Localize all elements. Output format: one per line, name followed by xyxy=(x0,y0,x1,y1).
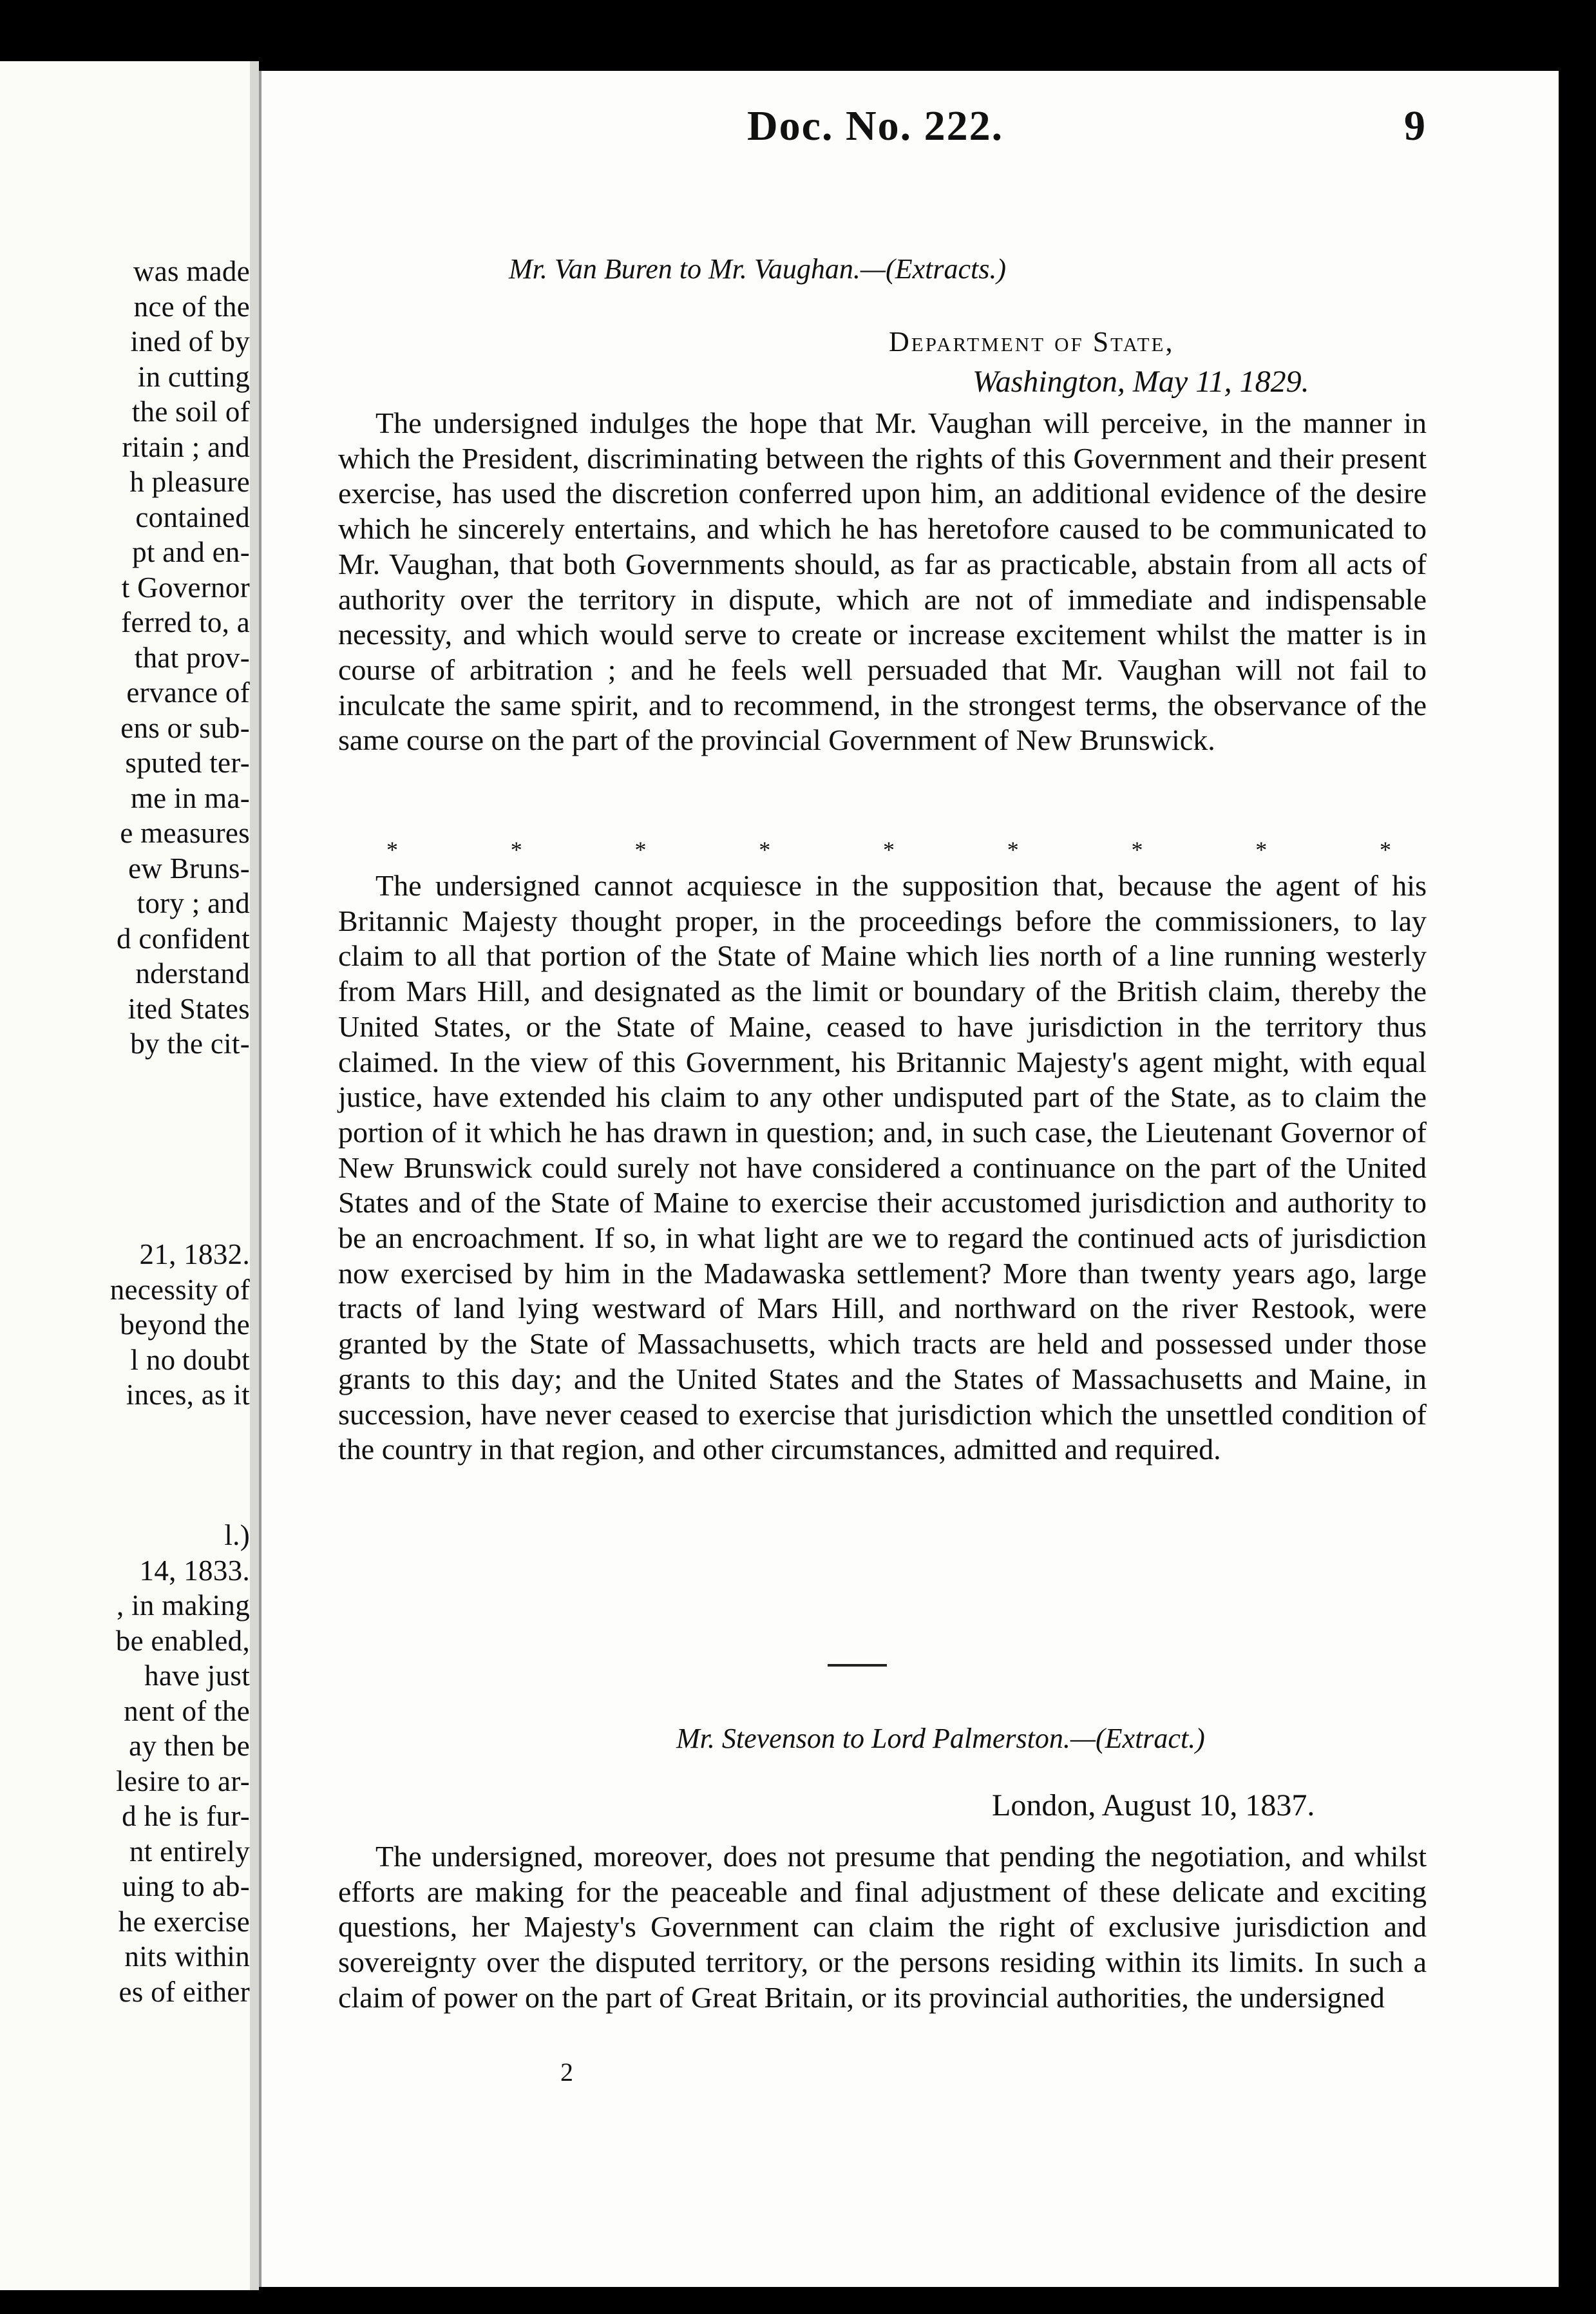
facing-page-line: in cutting xyxy=(137,360,250,393)
facing-page-line: 21, 1832. xyxy=(139,1238,250,1270)
facing-page-line: h pleasure xyxy=(129,466,250,498)
dateline-1829: Washington, May 11, 1829. xyxy=(973,365,1309,399)
facing-page-line: nt entirely xyxy=(129,1835,250,1868)
facing-page-line: e measures xyxy=(120,817,250,849)
facing-page-line: that prov- xyxy=(134,641,250,674)
section-title-vanburen: Mr. Van Buren to Mr. Vaughan.—(Extracts.) xyxy=(509,253,1006,285)
paragraph-vanburen-1: The undersigned indulges the hope that Mr. Vaughan will perceive, in the manner in which the President, discriminating between the rights of this Government and their present exercise, has used the discretion conferred upon him, an additional evidence of the desire which he sincerely entertains, and which he has heretofore caused to be communicated to Mr. Vaughan, that both Governments should, as far as practicable, abstain from all acts of authority over the territory in dispute, which are not of immediate and indispensable necessity, and which would serve to create or increase excitement whilst the matter is in course of arbitration ; and he feels well persuaded that Mr. Vaughan will not fail to inculcate the same spirit, and to recommend, in the strongest terms, the observance of the same course on the part of the provincial Government of New Brunswick. xyxy=(338,406,1427,757)
asterisk-separator xyxy=(386,836,1391,863)
section-title-stevenson: Mr. Stevenson to Lord Palmerston.—(Extract.) xyxy=(676,1723,1205,1754)
facing-page xyxy=(0,61,250,2290)
facing-page-line: t Governor xyxy=(121,571,250,604)
facing-page-line: ferred to, a xyxy=(121,606,250,638)
facing-page-line: be enabled, xyxy=(115,1624,250,1657)
asterisk: * xyxy=(1131,837,1143,863)
facing-page-line: uing to ab- xyxy=(122,1870,250,1902)
facing-page-line: by the cit- xyxy=(130,1028,250,1060)
facing-page-line: was made xyxy=(133,255,250,287)
facing-page-line: lesire to ar- xyxy=(116,1764,250,1797)
asterisk: * xyxy=(759,837,771,863)
facing-page-line: the soil of xyxy=(131,396,250,428)
facing-page-line: tory ; and xyxy=(137,887,250,919)
facing-page-line: contained xyxy=(135,501,250,533)
department-heading: Department of State, xyxy=(889,326,1175,358)
page-number: 9 xyxy=(1404,102,1425,149)
facing-page-line: ay then be xyxy=(129,1730,250,1762)
asterisk: * xyxy=(883,837,895,863)
facing-page-line: ritain ; and xyxy=(122,430,250,463)
document-number: Doc. No. 222. xyxy=(747,102,1004,149)
facing-page-line: l no doubt xyxy=(130,1343,250,1376)
facing-page-line: me in ma- xyxy=(130,781,250,814)
signature-mark: 2 xyxy=(560,2058,573,2087)
facing-page-line: ined of by xyxy=(130,325,250,358)
facing-page-line: nent of the xyxy=(124,1694,250,1727)
scan-edge xyxy=(1559,71,1596,2287)
paragraph-stevenson-1: The undersigned, moreover, does not presume that pending the negotiation, and whilst efforts are making for the peaceable and final adjustment of these delicate and exciting questions, her Majesty's Government can claim the right of exclusive jurisdiction and sovereignty over the disputed territory, or the persons residing within its limits. In such a claim of power on the part of Great Britain, or its provincial authorities, the undersigned xyxy=(338,1840,1427,2014)
asterisk: * xyxy=(386,837,398,863)
asterisk: * xyxy=(1380,837,1391,863)
facing-page-line: inces, as it xyxy=(126,1379,250,1411)
facing-page-line: beyond the xyxy=(120,1308,250,1341)
facing-page-line: nce of the xyxy=(133,290,250,323)
asterisk: * xyxy=(634,837,647,863)
facing-page-line: d confident xyxy=(117,922,250,955)
facing-page-line: have just xyxy=(144,1659,250,1692)
facing-page-line: ited States xyxy=(128,992,250,1025)
section-divider xyxy=(828,1664,887,1667)
dateline-1837: London, August 10, 1837. xyxy=(992,1788,1315,1822)
facing-page-line: , in making xyxy=(116,1589,250,1621)
facing-page-line: ervance of xyxy=(126,676,250,709)
facing-page-line: es of either xyxy=(119,1975,250,2008)
facing-page-line: sputed ter- xyxy=(125,747,250,779)
facing-page-line: necessity of xyxy=(109,1273,250,1306)
facing-page-line: nderstand xyxy=(135,957,250,990)
facing-page-line: 14, 1833. xyxy=(139,1554,250,1587)
facing-page-line: ens or sub- xyxy=(120,711,250,744)
facing-page-line: pt and en- xyxy=(132,536,250,568)
facing-page-line: he exercise xyxy=(118,1905,250,1938)
gutter xyxy=(250,61,259,2290)
facing-page-line: nits within xyxy=(124,1940,250,1973)
asterisk: * xyxy=(1007,837,1019,863)
facing-page-line: d he is fur- xyxy=(122,1800,250,1832)
facing-page-line: l.) xyxy=(224,1519,250,1551)
facing-page-line: ew Bruns- xyxy=(128,852,250,884)
asterisk: * xyxy=(1255,837,1268,863)
asterisk: * xyxy=(510,837,522,863)
paragraph-vanburen-2: The undersigned cannot acquiesce in the supposition that, because the agent of his Britannic Majesty thought proper, in the proceedings before the commissioners, to lay claim to all that portion of the State of Maine which lies north of a line running westerly from Mars Hill, and designated as the limit or boundary of the British claim, thereby the United States, or the State of Maine, ceased to have jurisdiction in the territory thus claimed. In the view of this Government, his Britannic Majesty's agent might, with equal justice, have extended his claim to any other undisputed part of the State, as to claim the portion of it which he has drawn in question; and, in such case, the Lieutenant Governor of New Brunswick could surely not have considered a continuance on the part of the United States and of the State of Maine to exercise their accustomed jurisdiction and authority to be an encroachment. If so, in what light are we to regard the continued acts of jurisdiction now exercised by him in the Madawaska settlement? More than twenty years ago, large tracts of land lying westward of Mars Hill, and northward on the river Restook, were granted by the State of Massachusetts, which tracts are held and possessed under those grants to this day; and the United States and the States of Massachusetts and Maine, in succession, have never ceased to exercise that jurisdiction which the unsettled condition of the country in that region, and other circumstances, admitted and required. xyxy=(338,869,1427,1466)
